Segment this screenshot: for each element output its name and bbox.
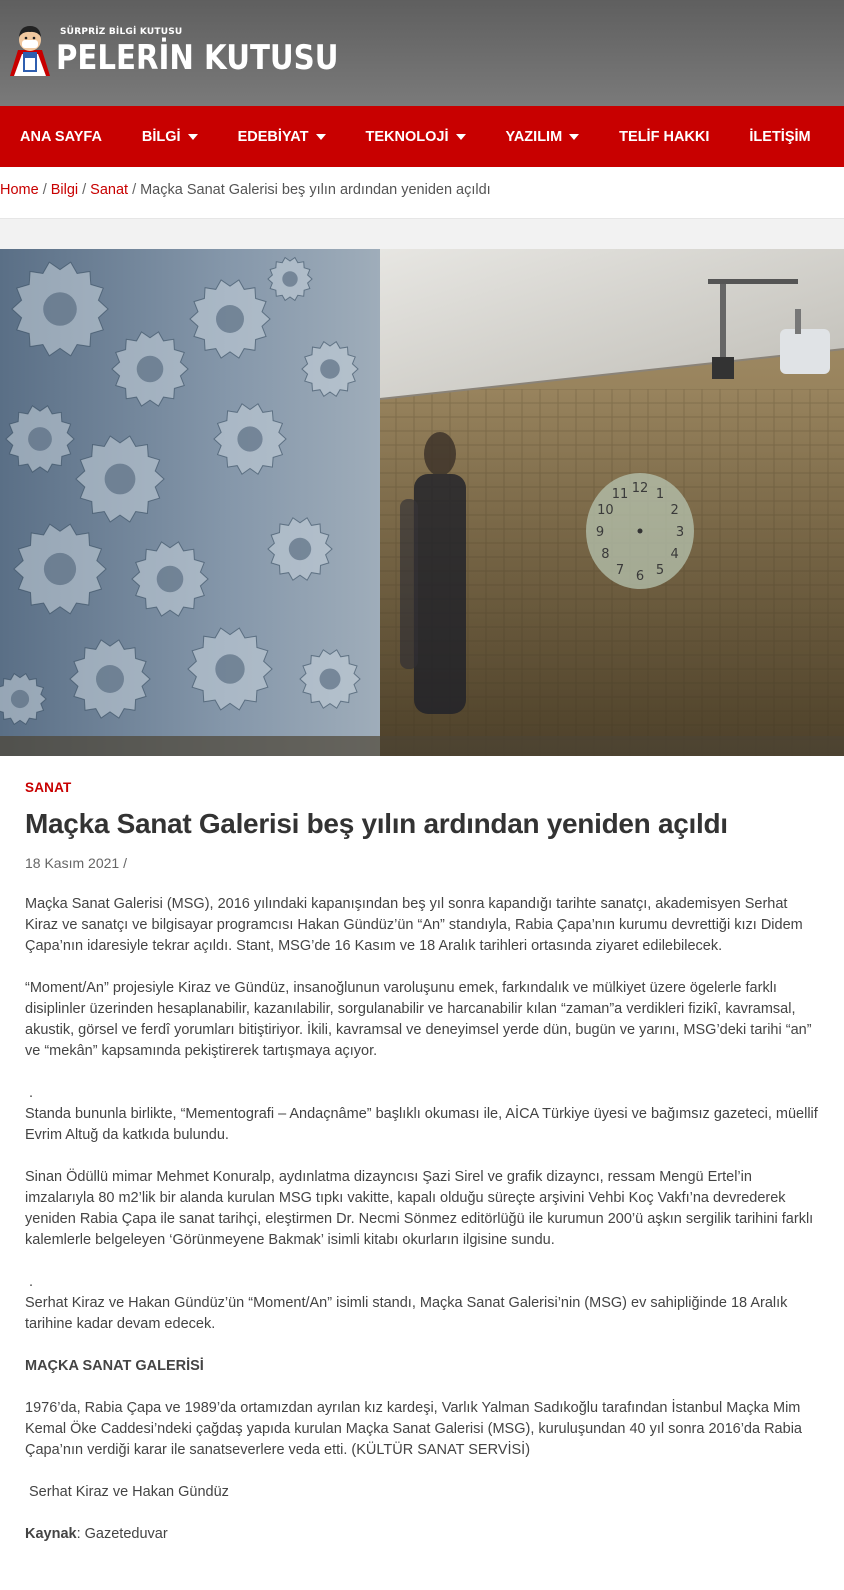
nav-item-i-leti-şi-m[interactable]: [749, 129, 810, 145]
paragraph: Standa bununla birlikte, “Mementografi – Andaçnâme” başlıklı okuması ile, AİCA Türkiye üyesi ve bağımsız gazeteci, müellif Evrim Altuğ da katkıda bulundu.: [25, 1106, 818, 1143]
breadcrumb-bilgi-link[interactable]: Bilgi: [50, 182, 79, 198]
nav-item-ana-sayfa[interactable]: [20, 129, 102, 145]
main-nav: [0, 106, 844, 167]
site-title[interactable]: PELERİN KUTUSU: [56, 38, 339, 78]
nav-item-yazilim[interactable]: [506, 129, 580, 145]
nav-item-label: TEKNOLOJİ: [365, 128, 449, 145]
section-heading: [25, 1356, 820, 1377]
nav-item-teli-f-hakki[interactable]: [619, 129, 709, 145]
clock-number: 10: [597, 503, 614, 518]
source-value: : Gazeteduvar: [76, 1526, 168, 1542]
clock-number: 9: [595, 525, 605, 540]
breadcrumb-home-link[interactable]: Home: [0, 182, 39, 198]
breadcrumb-current: Maçka Sanat Galerisi beş yılın ardından yeniden açıldı: [140, 182, 491, 198]
spacer-dot: .: [29, 1274, 34, 1290]
clock-number: 7: [615, 563, 625, 579]
caret-down-icon: [456, 134, 466, 140]
mascot-logo-icon: [4, 20, 56, 78]
clock-number: 8: [601, 547, 610, 562]
post-content: [25, 894, 820, 1545]
gallery-photo: [0, 249, 844, 756]
site-header: [0, 0, 844, 106]
content-top-band: [0, 219, 844, 249]
clock-number: 6: [635, 569, 645, 584]
nav-item-label: BİLGİ: [141, 128, 181, 145]
breadcrumb: [0, 182, 491, 206]
paragraph: Sinan Ödüllü mimar Mehmet Konuralp, aydınlatma dizayncısı Şazi Sirel ve grafik dizayncı, ressam Mengü Ertel’in imzalarıyla 80 m2’lik bir alanda kurulan MSG tıpkı vakitte, kapalı olduğu süreçte arşivini Vehbi Koç Vakfı’na devrederek yeniden Rabia Çapa ile sanat tarihçi, eleştirmen Dr. Necmi Sönmez editörlüğü ile kurumun 200’ü aşkın sergilik tarihini farklı kalemlerle belgeleyen ‘Görünmeyene Bakmak’ isimli kitabı okurların ilgisine sundu.: [25, 1169, 814, 1248]
image-caption: Serhat Kiraz ve Hakan Gündüz: [29, 1484, 229, 1500]
clock-number: 5: [655, 563, 665, 579]
post-title: Maçka Sanat Galerisi beş yılın ardından yeniden açıldı: [25, 808, 728, 839]
breadcrumb-separator: /: [82, 182, 87, 198]
nav-list: [0, 106, 844, 167]
clock-number: 11: [611, 486, 629, 502]
post-meta: [25, 855, 820, 871]
clock-number: 12: [631, 481, 649, 496]
projected-clock-icon: [586, 473, 694, 589]
site-logo[interactable]: [4, 18, 339, 80]
spacer-dot: .: [29, 1085, 34, 1101]
article: [25, 780, 820, 1566]
clock-number: 3: [675, 525, 685, 540]
nav-item-label: TELİF HAKKI: [619, 128, 710, 145]
breadcrumb-separator: /: [132, 182, 137, 198]
meta-separator: /: [123, 855, 127, 871]
nav-item-teknoloji-[interactable]: [366, 129, 466, 145]
paragraph: Serhat Kiraz ve Hakan Gündüz’ün “Moment/An” isimli standı, Maçka Sanat Galerisi’nin (MSG) ev sahipliğinde 18 Aralık tarihine kadar devam edecek.: [25, 1295, 788, 1332]
post-date[interactable]: 18 Kasım 2021: [25, 855, 120, 871]
nav-item-label: ANA SAYFA: [20, 128, 102, 145]
caret-down-icon: [188, 134, 198, 140]
nav-item-label: İLETİŞİM: [749, 128, 811, 145]
paragraph: Maçka Sanat Galerisi (MSG), 2016 yılındaki kapanışından beş yıl sonra kapandığı tarihte sanatçı, akademisyen Serhat Kiraz ve sanatçı ve bilgisayar programcısı Hakan Gündüz’ün “An” standıyla, Rabia Çapa’nın kurumu devrettiği kızı Didem Çapa’nın idaresiyle tekrar açıldı. Stant, MSG’de 16 Kasım ve 18 Aralık tarihleri ortasında ziyaret edilebilecek.: [25, 896, 803, 954]
clock-number: 4: [670, 547, 679, 562]
clock-number: 2: [670, 503, 679, 518]
breadcrumb-sanat-link[interactable]: Sanat: [90, 182, 129, 198]
nav-item-label: YAZILIM: [505, 128, 563, 145]
category-link[interactable]: SANAT: [25, 780, 72, 795]
section-heading-text: MAÇKA SANAT GALERİSİ: [25, 1358, 204, 1374]
caret-down-icon: [316, 134, 326, 140]
breadcrumb-separator: /: [42, 182, 47, 198]
clock-number: 1: [655, 486, 665, 502]
paragraph: “Moment/An” projesiyle Kiraz ve Gündüz, insanoğlunun varoluşunu emek, farkındalık ve mülkiyet üzere ögelerle farklı disiplinler üzerinden hesaplanabilir, kazanılabilir, sorgulanabilir ve harcanabilir kılan “zaman”a verdikleri fizikî, kavramsal, akustik, görsel ve ferdî yorumları bitiştiriyor. İkili, kavramsal ve deneyimsel yerde dün, bugün ve yarını, MSG’deki tarihi “an” ve “mekân” kapsamında pekiştirerek tartışmaya açıyor.: [25, 980, 812, 1059]
source-line: [25, 1524, 820, 1545]
source-label: Kaynak: [25, 1526, 77, 1542]
featured-image: [0, 249, 844, 756]
nav-item-label: EDEBİYAT: [237, 128, 309, 145]
site-tagline: SÜRPRİZ BİLGİ KUTUSU: [60, 27, 183, 37]
nav-item-bi-lgi-[interactable]: [142, 129, 198, 145]
paragraph: 1976’da, Rabia Çapa ve 1989’da ortamızdan ayrılan kız kardeşi, Varlık Yalman Sadıkoğlu tarafından İstanbul Maçka Mim Kemal Öke Caddesi’ndeki çağdaş yapıda kurulan Maçka Sanat Galerisi (MSG), kuruluşundan 40 yıl sonra 2016’da Rabia Çapa’nın verdiği karar ile sanatseverlere veda etti. (KÜLTÜR SANAT SERVİSİ): [25, 1400, 802, 1458]
nav-item-edebi-yat[interactable]: [238, 129, 326, 145]
caret-down-icon: [569, 134, 579, 140]
